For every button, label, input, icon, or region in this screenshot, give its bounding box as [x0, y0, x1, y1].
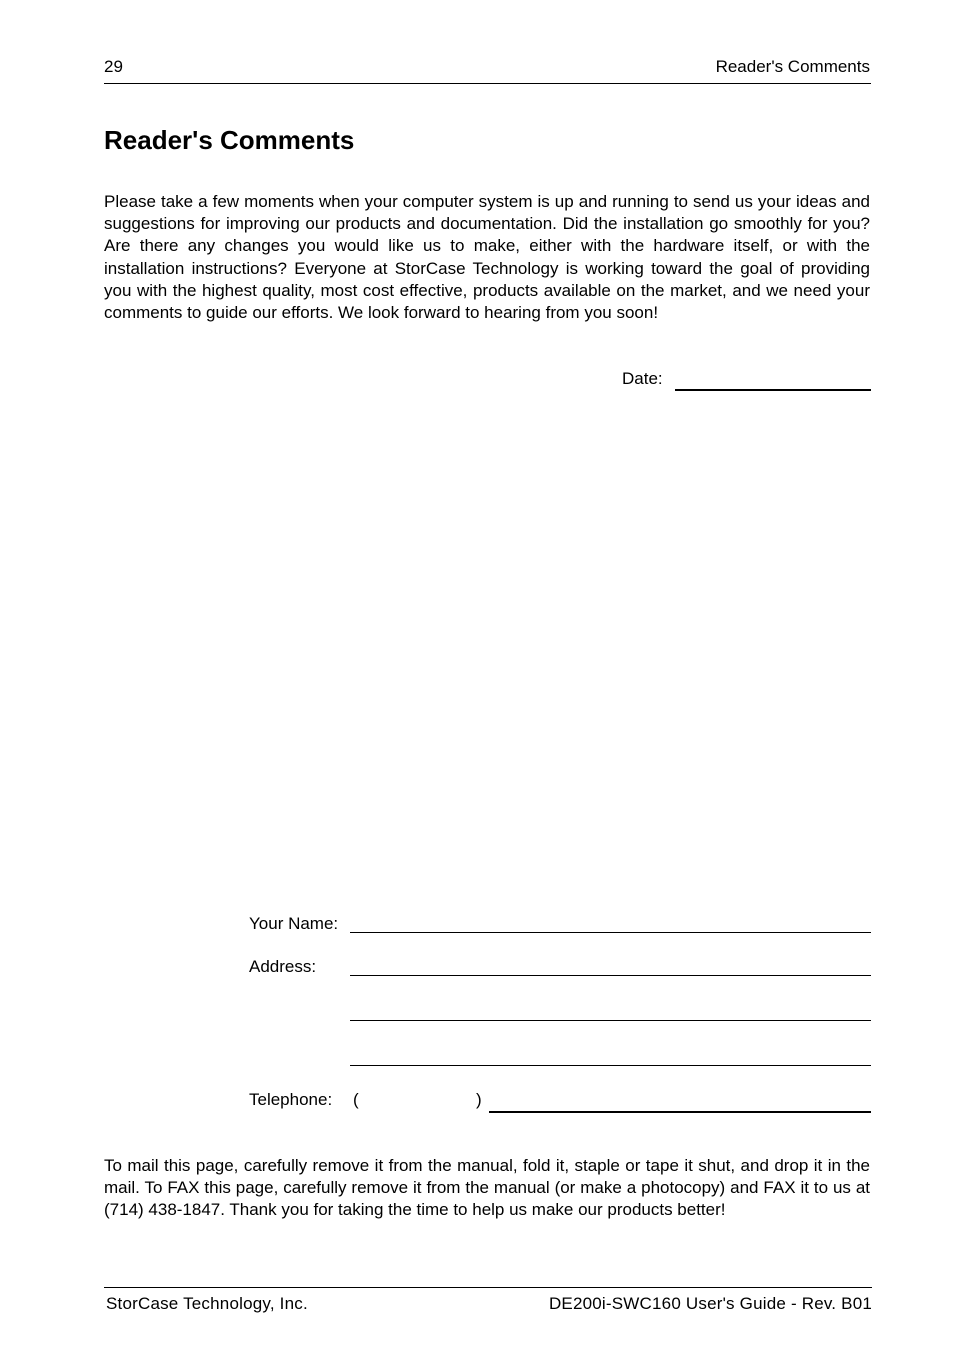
address-label: Address: [249, 957, 317, 976]
address-line-3[interactable] [350, 1065, 871, 1066]
area-code-open-paren: ( [353, 1090, 359, 1109]
address-line-1[interactable] [350, 975, 871, 976]
intro-paragraph: Please take a few moments when your computer system is up and running to send us your ideas and suggestions for improving our products and documentation. Did the installation go smoothly for you? Are there any changes you would like us to make, either with the hardware itself, or with the installation instructions? Everyone at StorCase Technology is working toward the goal of providing you with the highest quality, most cost effective, products available on the market, and we need your comments to guide our efforts. We look forward to hearing from you soon! [104, 192, 870, 323]
footer-company: StorCase Technology, Inc. [106, 1294, 308, 1313]
date-label: Date: [622, 369, 663, 388]
area-code-field[interactable] [364, 1090, 472, 1110]
address-line-2[interactable] [350, 1020, 871, 1021]
name-field[interactable] [350, 932, 871, 933]
header-rule [104, 83, 871, 84]
closing-paragraph: To mail this page, carefully remove it from the manual, fold it, staple or tape it shut, and drop it in the mail. To FAX this page, carefully remove it from the manual (or make a photocopy) and FAX it to us at (714) 438-1847. Thank you for taking the time to help us make our products better! [104, 1156, 870, 1220]
page-number: 29 [104, 57, 123, 76]
telephone-label: Telephone: [249, 1090, 333, 1109]
running-header-title: Reader's Comments [715, 57, 870, 76]
footer-document-title: DE200i-SWC160 User's Guide - Rev. B01 [548, 1294, 872, 1313]
page-title: Reader's Comments [104, 125, 355, 155]
area-code-close-paren: ) [476, 1090, 482, 1109]
telephone-field[interactable] [489, 1111, 871, 1113]
name-label: Your Name: [249, 914, 339, 933]
comments-area[interactable] [167, 440, 871, 872]
date-field[interactable] [675, 389, 871, 391]
footer-rule [104, 1287, 872, 1288]
